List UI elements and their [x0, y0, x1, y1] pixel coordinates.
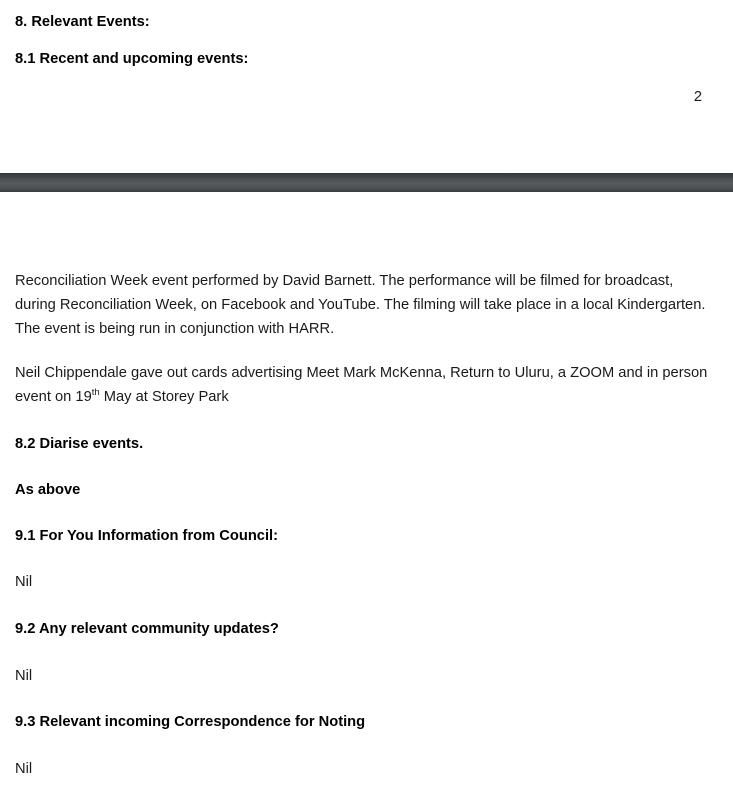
page-separator-bar [0, 173, 733, 192]
nil-text-3: Nil [15, 761, 33, 777]
section-heading-9-3: 9.3 Relevant incoming Correspondence for Noting [15, 714, 366, 730]
paragraph-neil-chippendale [15, 361, 709, 409]
paragraph-reconciliation-week: Reconciliation Week event performed by David Barnett. The performance will be filmed for broadcast, during Reconciliation Week, on Facebook and YouTube. The filming will take place in a local Kindergarten. The event is being run in conjunction with HARR. [15, 273, 706, 337]
paragraph-neil-text-before: Neil Chippendale gave out cards advertising Meet Mark McKenna, Return to Uluru, a ZOOM and in person event on 19 [15, 365, 708, 405]
section-heading-8-1: 8.1 Recent and upcoming events: [15, 51, 249, 67]
section-heading-9-1: 9.1 For You Information from Council: [15, 528, 279, 544]
section-heading-8-2: 8.2 Diarise events. [15, 436, 144, 452]
nil-text-1: Nil [15, 574, 33, 590]
section-heading-8: 8. Relevant Events: [15, 14, 150, 30]
nil-text-2: Nil [15, 668, 33, 684]
paragraph-neil-text-after: May at Storey Park [99, 389, 229, 405]
body-as-above: As above [15, 482, 81, 498]
section-heading-9-2: 9.2 Any relevant community updates? [15, 621, 279, 637]
superscript-th: th [91, 387, 100, 399]
page-number: 2 [693, 89, 702, 105]
